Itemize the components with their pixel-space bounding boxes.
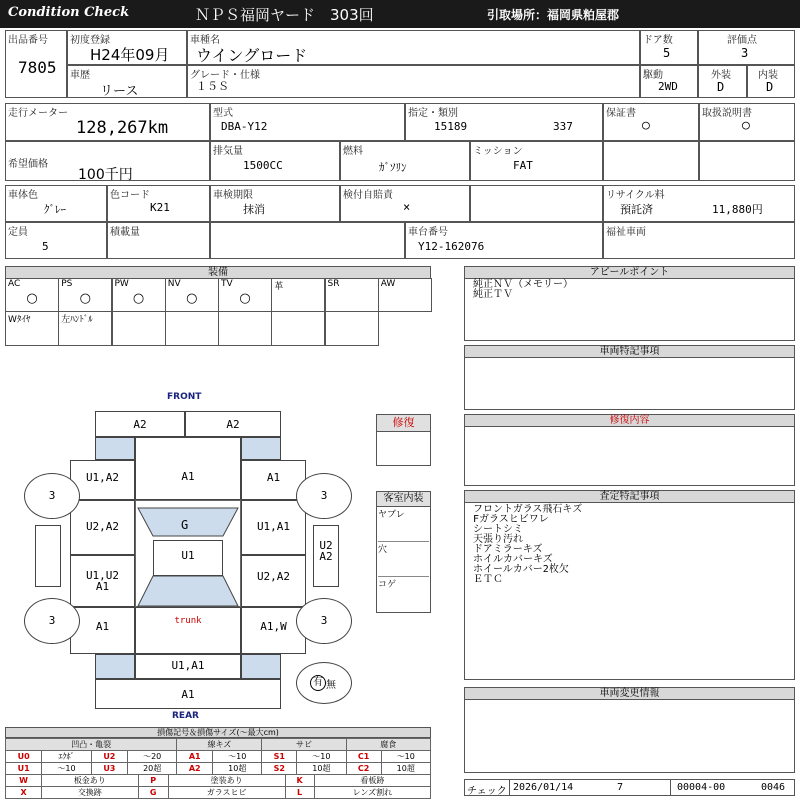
special-box: [464, 345, 795, 410]
int-label: 内装: [758, 70, 778, 81]
legend-cell: 10超: [381, 763, 430, 775]
legend-mark-cell: 交換跡: [42, 787, 139, 799]
panel-rear: U1,A1: [135, 654, 241, 679]
mileage-label: 走行メーター: [8, 108, 68, 119]
legend-group-3: サビ: [262, 739, 346, 751]
legend-mark-cell: K: [285, 775, 314, 787]
spare-tire: [296, 662, 352, 704]
car-name: ウイングロード: [196, 46, 308, 65]
panel-door-rl-text: U1,U2 A1: [85, 569, 120, 593]
tire-rl: 3: [24, 598, 80, 644]
inspection-value: 抹消: [243, 203, 265, 216]
panel-quarter-rl: A1: [70, 607, 135, 654]
auction-title: ＮＰＳ福岡ヤード 303回: [195, 6, 374, 24]
equipment-name: TV: [221, 279, 233, 289]
equipment-name: SR: [327, 279, 340, 289]
tire-rr: 3: [296, 598, 352, 644]
designation-label: 指定・類別: [408, 108, 458, 119]
repair-detail-box: [464, 414, 795, 486]
panel-front-bumper-left: A2: [95, 411, 185, 437]
equipment-mark: ○: [79, 291, 91, 306]
panel-fender-fr: A1: [241, 460, 306, 500]
mileage-box: [5, 103, 210, 141]
appeal-title: アピールポイント: [464, 266, 795, 279]
inspection-note-line: Fガラスヒビワレ: [473, 514, 549, 525]
windshield-rear: [138, 576, 238, 606]
check-date: 2026/01/14: [513, 782, 574, 793]
category-value: 337: [553, 120, 573, 133]
capacity-label: 定員: [8, 227, 28, 238]
headlight-left: [95, 437, 135, 460]
warranty-value: ○: [642, 118, 650, 133]
equipment-name: Wﾀｲﾔ: [8, 315, 31, 325]
legend-group-row: [6, 739, 431, 751]
interior-item-1: ヤブレ: [378, 507, 429, 542]
special-title: 車両特記事項: [464, 345, 795, 358]
score-value: 3: [741, 46, 749, 60]
rear-label: REAR: [172, 711, 199, 721]
pickup-location: 引取場所：福岡県粕屋郡: [487, 8, 620, 22]
grade-label: グレード・仕様: [190, 70, 260, 81]
equipment-name: PW: [114, 279, 129, 289]
equipment-name: AW: [380, 279, 396, 289]
displacement-label: 排気量: [213, 146, 243, 157]
blank-box-a: [603, 141, 699, 181]
appeal-box: [464, 266, 795, 341]
grade-box: [187, 65, 640, 98]
inspection-note-line: ホイールカバー2枚欠: [473, 564, 569, 575]
insurance-value: ×: [403, 200, 411, 214]
legend-cell: C1: [346, 751, 381, 763]
panel-door-fl: U2,A2: [70, 500, 135, 555]
recycle-amount: 11,880円: [712, 203, 763, 216]
history-box: [67, 65, 187, 98]
tire-fr: 3: [296, 473, 352, 519]
doors-box: [640, 30, 698, 65]
legend-marks-row-2: [6, 787, 431, 799]
history-label: 車歴: [70, 70, 90, 81]
legend-cell: S2: [262, 763, 297, 775]
panel-door-rr: U2,A2: [241, 555, 306, 607]
legend-marks-row-1: [6, 775, 431, 787]
model-label: 型式: [213, 108, 233, 119]
legend-mark-cell: G: [138, 787, 168, 799]
legend-mark-cell: L: [285, 787, 314, 799]
equipment-name: 左ﾊﾝﾄﾞﾙ: [61, 315, 93, 325]
equipment-cell: [58, 278, 112, 312]
legend-row-2: [6, 763, 431, 775]
spare-has: 有: [310, 675, 326, 691]
blank-box-b: [699, 141, 795, 181]
change-title: 車両変更情報: [464, 687, 795, 700]
blank-box-c: [470, 185, 603, 222]
fuel-box: [340, 141, 470, 181]
legend-mark-cell: 看板跡: [314, 775, 430, 787]
equipment-cell: [165, 311, 219, 346]
grade-value: １５Ｓ: [196, 80, 229, 93]
chassis-value: Y12-162076: [418, 240, 485, 253]
color-value: ｸﾞﾚｰ: [44, 203, 66, 216]
legend-cell: 〜10: [297, 751, 346, 763]
inspection-note-line: ＥＴＣ: [473, 574, 503, 585]
panel-hood: A1: [135, 437, 241, 500]
panel-trunk: [135, 607, 241, 654]
legend-title: 損傷記号＆損傷サイズ(〜最大cm): [5, 727, 431, 738]
legend-mark-cell: 塗装あり: [168, 775, 285, 787]
panel-windshield-label: G: [181, 518, 189, 532]
inspection-note-line: 天張り汚れ: [473, 534, 523, 545]
model-value: DBA-Y12: [221, 120, 268, 133]
insurance-box: [340, 185, 470, 222]
doors-value: 5: [663, 46, 671, 60]
color-code-label: 色コード: [110, 190, 150, 201]
recycle-label: リサイクル料: [606, 190, 665, 201]
model-box: [210, 103, 405, 141]
int-box: [747, 65, 795, 98]
panel-quarter-rr: A1,W: [241, 607, 306, 654]
legend-mark-cell: W: [6, 775, 42, 787]
inspection-note-line: フロントガラス飛石キズ: [473, 504, 583, 515]
equipment-cell: [112, 311, 166, 346]
inspection-note-line: ホイルカバーキズ: [473, 554, 553, 565]
equipment-mark: ○: [239, 291, 251, 306]
equipment-cell: [5, 311, 59, 346]
price-label: 希望価格: [8, 159, 48, 170]
legend-cell: U0: [6, 751, 42, 763]
ext-label: 外装: [711, 70, 731, 81]
legend-marks-table: [5, 774, 431, 799]
color-code-box: [107, 185, 210, 222]
tire-fl: 3: [24, 473, 80, 519]
spare-none: 無: [326, 680, 336, 691]
equipment-cell: [165, 278, 219, 312]
chassis-box: [405, 222, 603, 259]
price-box: [5, 141, 210, 181]
inspection-label: 車検期限: [213, 190, 253, 201]
designation-box: [405, 103, 603, 141]
displacement-box: [210, 141, 340, 181]
repair-title: 修復: [377, 415, 430, 432]
capacity-box: [5, 222, 107, 259]
color-label: 車体色: [8, 190, 38, 201]
header-bar: [0, 0, 800, 28]
equipment-cell: [218, 311, 272, 346]
welfare-label: 福祉車両: [606, 227, 646, 238]
recycle-status: 預託済: [620, 203, 653, 216]
legend-mark-cell: P: [138, 775, 168, 787]
panel-front-bumper-right: A2: [185, 411, 281, 437]
legend-group-4: 腐食: [346, 739, 430, 751]
legend-cell: ｴｸﾎﾞ: [42, 751, 91, 763]
chassis-label: 車台番号: [408, 227, 448, 238]
capacity-value: 5: [42, 240, 49, 253]
mirror-left: [35, 525, 61, 587]
legend-cell: 10超: [297, 763, 346, 775]
first-reg-label: 初度登録: [70, 35, 110, 46]
appeal-line-2: 純正ＴＶ: [473, 289, 513, 300]
inspection-box: [210, 185, 340, 222]
load-label: 積載量: [110, 227, 140, 238]
equipment-name: PS: [61, 279, 73, 289]
designation-value: 15189: [434, 120, 468, 133]
legend-cell: C2: [346, 763, 381, 775]
inspection-notes-box: [464, 490, 795, 680]
equipment-cell: [271, 311, 325, 346]
legend-cell: 〜10: [42, 763, 91, 775]
name-box: [187, 30, 640, 65]
mission-value: FAT: [513, 159, 533, 172]
appeal-lines: [473, 280, 573, 300]
load-box: [107, 222, 210, 259]
legend-cell: U3: [91, 763, 127, 775]
manual-label: 取扱説明書: [702, 108, 752, 119]
panel-door-rl: [70, 555, 135, 607]
interior-item-2: 穴: [378, 542, 429, 577]
first-reg-value: H24年09月: [90, 46, 170, 64]
panel-rear-bumper: A1: [95, 679, 281, 709]
change-box: [464, 687, 795, 773]
equipment-mark: ○: [186, 291, 198, 306]
inspection-notes-title: 査定特記事項: [464, 490, 795, 503]
equipment-name: 革: [274, 282, 284, 292]
score-box: [698, 30, 795, 65]
insurance-label: 検付自賠責: [343, 190, 393, 201]
lot-box: [5, 30, 67, 98]
int-value: D: [766, 80, 774, 94]
panel-fender-fl: U1,A2: [70, 460, 135, 500]
equipment-cell: [271, 278, 325, 312]
mission-label: ミッション: [473, 146, 523, 157]
mileage-value: 128,267km: [76, 118, 169, 138]
panel-roof: U1: [153, 540, 223, 576]
check-code: 00004-00: [677, 782, 726, 793]
color-code-value: K21: [150, 201, 170, 214]
legend-mark-cell: レンズ割れ: [314, 787, 430, 799]
displacement-value: 1500CC: [243, 159, 283, 172]
taillight-left: [95, 654, 135, 679]
front-label: FRONT: [167, 392, 202, 402]
legend-cell: A2: [177, 763, 213, 775]
check-code2: 0046: [761, 782, 786, 793]
legend-group-1: 凹凸・亀裂: [6, 739, 177, 751]
lot-number: 7805: [18, 58, 57, 77]
legend-cell: 20超: [128, 763, 177, 775]
legend-mark-cell: X: [6, 787, 42, 799]
manual-value: ○: [742, 118, 750, 133]
legend-row-1: [6, 751, 431, 763]
equipment-mark: ○: [132, 291, 145, 306]
legend-cell: 〜10: [381, 751, 430, 763]
taillight-right: [241, 654, 281, 679]
score-label: 評価点: [727, 35, 757, 46]
check-label: チェック: [467, 786, 507, 797]
legend-cell: 10超: [213, 763, 262, 775]
drive-value: 2WD: [658, 80, 678, 93]
legend-cell: U1: [6, 763, 42, 775]
welfare-box: [603, 222, 795, 259]
mission-box: [470, 141, 603, 181]
mirror-right-text: U2 A2: [319, 539, 333, 563]
legend-mark-cell: ガラスヒビ: [168, 787, 285, 799]
equipment-cell: [378, 278, 432, 312]
legend-group-2: 線キズ: [177, 739, 262, 751]
equipment-cell: [325, 278, 379, 312]
legend-cell: U2: [91, 751, 127, 763]
interior-item-3: コゲ: [378, 580, 397, 590]
equipment-cell: [5, 278, 59, 312]
fuel-value: ｶﾞｿﾘﾝ: [379, 161, 407, 174]
inspection-note-line: ドアミラーキズ: [473, 544, 543, 555]
warranty-box: [603, 103, 699, 141]
manual-box: [699, 103, 795, 141]
inspection-note-line: シートシミ: [473, 524, 523, 535]
equipment-cell: [325, 311, 379, 346]
equipment-mark: ○: [26, 291, 38, 306]
fuel-label: 燃料: [343, 146, 363, 157]
equipment-cell: [112, 278, 166, 312]
repair-box: [376, 414, 431, 466]
legend-cell: A1: [177, 751, 213, 763]
price-value: 100千円: [78, 167, 133, 183]
appeal-line-1: 純正ＮＶ（メモリー）: [473, 279, 573, 290]
legend-mark-cell: 板金あり: [42, 775, 139, 787]
legend-cell: S1: [262, 751, 297, 763]
check-num: 7: [617, 782, 624, 793]
lot-label: 出品番号: [8, 35, 48, 46]
history-value: リース: [100, 84, 139, 99]
drive-label: 駆動: [643, 70, 663, 81]
drive-box: [640, 65, 698, 98]
mirror-right: [313, 525, 339, 587]
warranty-label: 保証書: [606, 108, 636, 119]
trunk-label: trunk: [174, 616, 202, 626]
footer-check: [464, 779, 795, 796]
brand-title: Condition Check: [8, 5, 130, 20]
panel-door-fr: U1,A1: [241, 500, 306, 555]
repair-detail-title: 修復内容: [464, 414, 795, 427]
legend-table: [5, 738, 431, 775]
legend-cell: 〜20: [128, 751, 177, 763]
first-reg-box: [67, 30, 187, 65]
legend-cell: 〜10: [213, 751, 262, 763]
equipment-cell: [58, 311, 112, 346]
recycle-box: [603, 185, 795, 222]
name-label: 車種名: [190, 35, 220, 46]
headlight-right: [241, 437, 281, 460]
equipment-name: AC: [8, 279, 21, 289]
ext-value: D: [717, 80, 725, 94]
interior-title: 客室内装: [377, 492, 430, 507]
interior-box: [376, 491, 431, 613]
equipment-header: 装備: [5, 266, 431, 279]
inspection-notes-lines: [473, 505, 582, 585]
equipment-name: NV: [167, 279, 181, 289]
ext-box: [698, 65, 747, 98]
equipment-cell: [218, 278, 272, 312]
doors-label: ドア数: [643, 35, 673, 46]
color-box: [5, 185, 107, 222]
blank-box-d: [210, 222, 405, 259]
